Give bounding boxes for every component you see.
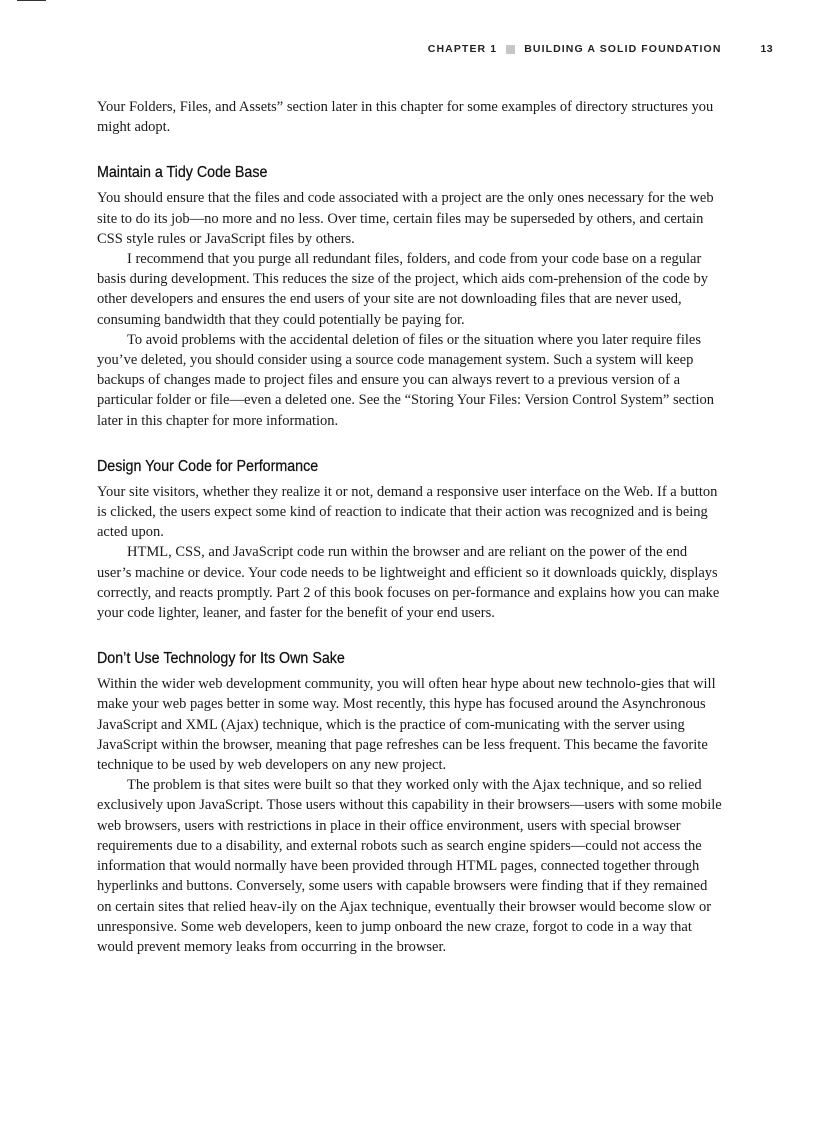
page-body: [97, 97, 722, 957]
body-paragraph: Within the wider web development community, you will often hear hype about new technolo-gies that will make your web pages better in some way. Most recently, this hype has focused around the Asynchronous JavaScript and XML (Ajax) technique, which is the practice of com-municating with the server using JavaScript within the browser, meaning that page refreshes can be less frequent. This became the favorite technique to be used by web developers on any new project.: [97, 676, 716, 774]
body-paragraph: HTML, CSS, and JavaScript code run within the browser and are reliant on the power of the end user’s machine or device. Your code needs to be lightweight and efficient so it downloads quickly, displays correctly, and reacts promptly. Part 2 of this book focuses on per-formance and explains how you can make your code lighter, leaner, and faster for the benefit of your end users.: [97, 544, 720, 622]
body-paragraph: Your site visitors, whether they realize it or not, demand a responsive user interface on the Web. If a button is clicked, the users expect some kind of reaction to indicate that their action was recognized and is being acted upon.: [97, 483, 718, 541]
square-separator-icon: [506, 45, 515, 54]
intro-paragraph: Your Folders, Files, and Assets” section later in this chapter for some examples of directory structures you might adopt.: [97, 99, 714, 136]
running-header: [428, 43, 773, 55]
chapter-title: BUILDING A SOLID FOUNDATION: [524, 43, 722, 55]
body-paragraph: You should ensure that the files and code associated with a project are the only ones necessary for the web site to do its job—no more and no less. Over time, certain files may be superseded by others, and certain CSS style rules or JavaScript files by others.: [97, 190, 714, 247]
section-heading-tidy-code-base: Maintain a Tidy Code Base: [97, 164, 268, 182]
section-heading-design-for-performance: Design Your Code for Performance: [97, 457, 319, 475]
page-number: 13: [760, 43, 773, 55]
body-paragraph: I recommend that you purge all redundant files, folders, and code from your code base on a regular basis during development. This reduces the size of the project, which aids com-prehension of the code by other developers and ensures the end users of your site are not downloading files that are never used, consuming bandwidth that they could potentially be paying for.: [97, 251, 708, 328]
body-paragraph: The problem is that sites were built so that they worked only with the Ajax technique, and so relied exclusively upon JavaScript. Those users without this capability in their browsers—users with some mobile web browsers, users with restrictions in place in their office environment, users with special browser requirements due to a disability, and external robots such as search engine spiders—could not access the information that would normally have been provided through HTML pages, connected together through hyperlinks and buttons. Conversely, some users with capable browsers were finding that if they remained on certain sites that relied heav-ily on the Ajax technique, eventually their browser would become slow or unresponsive. Some web developers, keen to jump onboard the new craze, forgot to code in a way that would prevent memory leaks from occurring in the browser.: [97, 777, 722, 955]
chapter-label: CHAPTER 1: [427, 43, 498, 55]
body-paragraph: To avoid problems with the accidental deletion of files or the situation where you later require files you’ve deleted, you should consider using a source code management system. Such a system will keep backups of changes made to project files and ensure you can always revert to a previous version of a particular folder or file—even a deleted one. See the “Storing Your Files: Version Control System” section later in this chapter for more information.: [97, 331, 715, 429]
section-heading-dont-use-technology: Don’t Use Technology for Its Own Sake: [97, 650, 345, 668]
corner-crop-mark: [17, 0, 46, 1]
